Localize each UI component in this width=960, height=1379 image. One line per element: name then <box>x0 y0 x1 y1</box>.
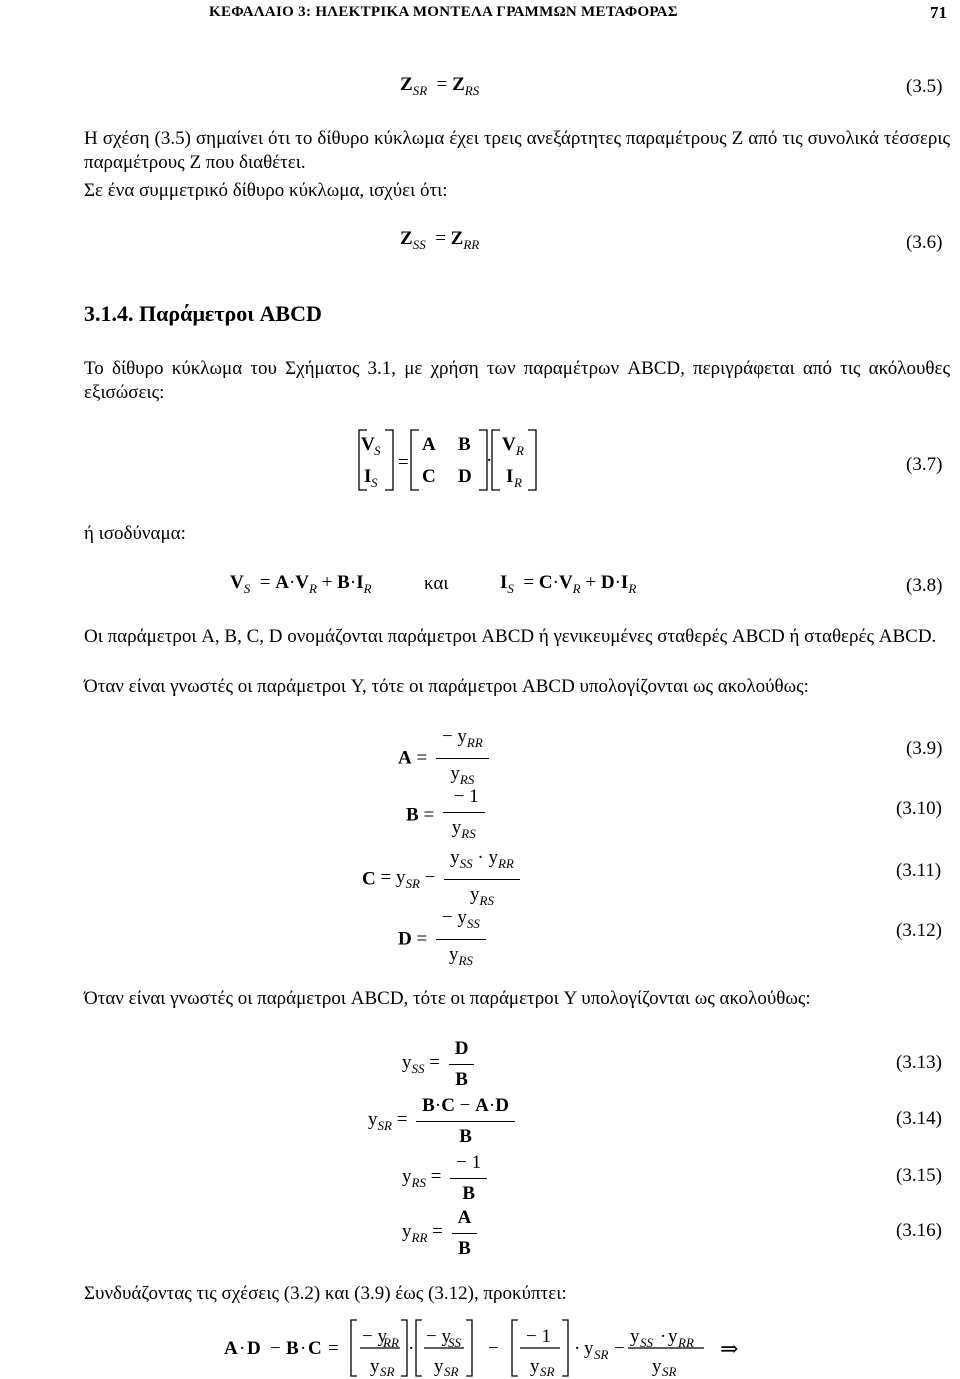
svg-text:−: − <box>270 1338 281 1359</box>
svg-text:C: C <box>422 466 436 487</box>
equation-3-8-left: $V_S = A\cdot V_R + B\cdot I_R$ <box>230 572 372 596</box>
equation-number-3-13: (3.13) <box>896 1052 942 1073</box>
equation-number-3-8: (3.8) <box>906 575 943 596</box>
svg-text:SR: SR <box>444 1364 459 1378</box>
svg-text:− 1: − 1 <box>526 1326 551 1347</box>
svg-text:·: · <box>239 1338 246 1359</box>
svg-text:A: A <box>422 434 436 455</box>
svg-text:·: · <box>660 1326 667 1347</box>
equation-number-3-5: (3.5) <box>906 76 943 97</box>
paragraph-1: Η σχέση (3.5) σημαίνει ότι το δίθυρο κύκλωμα έχει τρεις ανεξάρτητες παραμέτρους Z από τις συνολικά τέσσερις παραμέτρους Z που διαθέτει. <box>84 128 950 173</box>
equation-number-3-10: (3.10) <box>896 798 942 819</box>
equation-3-5: $Z_{SR} = Z_{RS}$ <box>400 74 480 98</box>
svg-text:=: = <box>328 1338 339 1359</box>
svg-text:A: A <box>224 1338 238 1359</box>
svg-text:y: y <box>584 1338 594 1359</box>
svg-text:S: S <box>371 475 378 490</box>
svg-text:D: D <box>458 466 472 487</box>
svg-text:I: I <box>506 466 514 487</box>
svg-text:·: · <box>486 450 493 471</box>
paragraph-6: Όταν είναι γνωστές οι παράμετροι Y, τότε οι παράμετροι ABCD υπολογίζονται ως ακολούθως: <box>84 676 809 697</box>
equation-3-15: $y_{RS}$ = $\frac{- 1}{B}$ <box>402 1150 491 1207</box>
svg-text:y: y <box>668 1326 678 1347</box>
equation-3-8-right: $I_S = C\cdot V_R + D\cdot I_R$ <box>500 572 637 596</box>
equation-3-14: $y_{SR}$ = $\frac{B\cdot C - A\cdot D}{B}$ <box>368 1093 519 1150</box>
equation-number-3-12: (3.12) <box>896 920 942 941</box>
equation-number-3-7: (3.7) <box>906 454 943 475</box>
equation-3-12: D = $\frac{- y_{SS}}{y_{RS}}$ <box>398 905 490 974</box>
paragraph-4: ή ισοδύναμα: <box>84 523 186 544</box>
svg-text:D: D <box>247 1338 261 1359</box>
svg-text:SR: SR <box>380 1364 395 1378</box>
paragraph-8: Συνδυάζοντας τις σχέσεις (3.2) και (3.9) έως (3.12), προκύπτει: <box>84 1283 567 1304</box>
equation-number-3-16: (3.16) <box>896 1220 942 1241</box>
equation-number-3-6: (3.6) <box>906 232 943 253</box>
svg-text:− y: − y <box>426 1326 451 1347</box>
svg-text:I: I <box>364 466 372 487</box>
svg-text:SS: SS <box>640 1335 653 1350</box>
equation-3-13: $y_{SS}$ = $\frac{D}{B}$ <box>402 1036 478 1093</box>
svg-text:⇒: ⇒ <box>720 1336 739 1361</box>
svg-text:SR: SR <box>594 1347 609 1362</box>
equation-3-16: $y_{RR}$ = $\frac{A}{B}$ <box>402 1205 481 1262</box>
equation-number-3-9: (3.9) <box>906 738 943 759</box>
equation-3-9: A = $\frac{- y_{RR}}{y_{RS}}$ <box>398 724 493 793</box>
svg-text:SR: SR <box>540 1364 555 1378</box>
equation-number-3-15: (3.15) <box>896 1165 942 1186</box>
svg-text:B: B <box>458 434 471 455</box>
equation-3-10: B = $\frac{- 1}{y_{RS}}$ <box>406 784 489 847</box>
section-title: 3.1.4. Παράμετροι ABCD <box>84 301 322 326</box>
svg-text:SR: SR <box>662 1364 677 1378</box>
equation-3-7-matrix <box>340 426 560 496</box>
svg-text:− y: − y <box>362 1326 387 1347</box>
svg-text:·: · <box>574 1338 581 1359</box>
svg-text:RR: RR <box>383 1335 399 1350</box>
svg-text:SS: SS <box>448 1335 461 1350</box>
svg-text:y: y <box>370 1356 380 1377</box>
svg-text:·: · <box>300 1338 307 1359</box>
svg-text:y: y <box>630 1326 640 1347</box>
page-number: 71 <box>930 3 947 22</box>
svg-text:y: y <box>434 1356 444 1377</box>
svg-text:C: C <box>308 1338 322 1359</box>
svg-text:V: V <box>502 434 516 455</box>
paragraph-3: Το δίθυρο κύκλωμα του Σχήματος 3.1, με χρήση των παραμέτρων ABCD, περιγράφεται από τις ακόλουθες εξισώσεις: <box>84 358 950 403</box>
svg-text:R: R <box>514 475 522 490</box>
svg-text:R: R <box>516 443 524 458</box>
svg-text:V: V <box>361 434 375 455</box>
svg-text:y: y <box>530 1356 540 1377</box>
equation-3-6: $Z_{SS} = Z_{RR}$ <box>400 228 480 252</box>
svg-text:B: B <box>286 1338 299 1359</box>
paragraph-2: Σε ένα συμμετρικό δίθυρο κύκλωμα, ισχύει ότι: <box>84 180 448 201</box>
svg-text:S: S <box>374 443 381 458</box>
equation-3-11: $C = y_{SR}$ − $\frac{y_{SS} \cdot y_{RR}}{y_{RS}}$ <box>362 845 524 914</box>
chapter-header: ΚΕΦΑΛΑΙΟ 3: ΗΛΕΚΤΡΙΚΑ ΜΟΝΤΕΛΑ ΓΡΑΜΜΩΝ ΜΕΤΑΦΟΡΑΣ <box>209 4 678 20</box>
paragraph-7: Όταν είναι γνωστές οι παράμετροι ABCD, τότε οι παράμετροι Y υπολογίζονται ως ακολούθως: <box>84 988 811 1009</box>
svg-text:RR: RR <box>678 1335 694 1350</box>
svg-text:−: − <box>614 1338 625 1359</box>
svg-text:=: = <box>398 452 409 473</box>
final-equation <box>220 1318 760 1378</box>
equation-number-3-11: (3.11) <box>896 860 942 881</box>
svg-text:−: − <box>488 1338 499 1359</box>
equation-number-3-14: (3.14) <box>896 1108 942 1129</box>
conjunction-kai: και <box>424 573 449 594</box>
svg-text:y: y <box>652 1356 662 1377</box>
paragraph-5: Οι παράμετροι A, B, C, D ονομάζονται παράμετροι ABCD ή γενικευμένες σταθερές ABCD ή σταθερές ABCD. <box>84 626 937 647</box>
svg-text:·: · <box>408 1338 415 1359</box>
